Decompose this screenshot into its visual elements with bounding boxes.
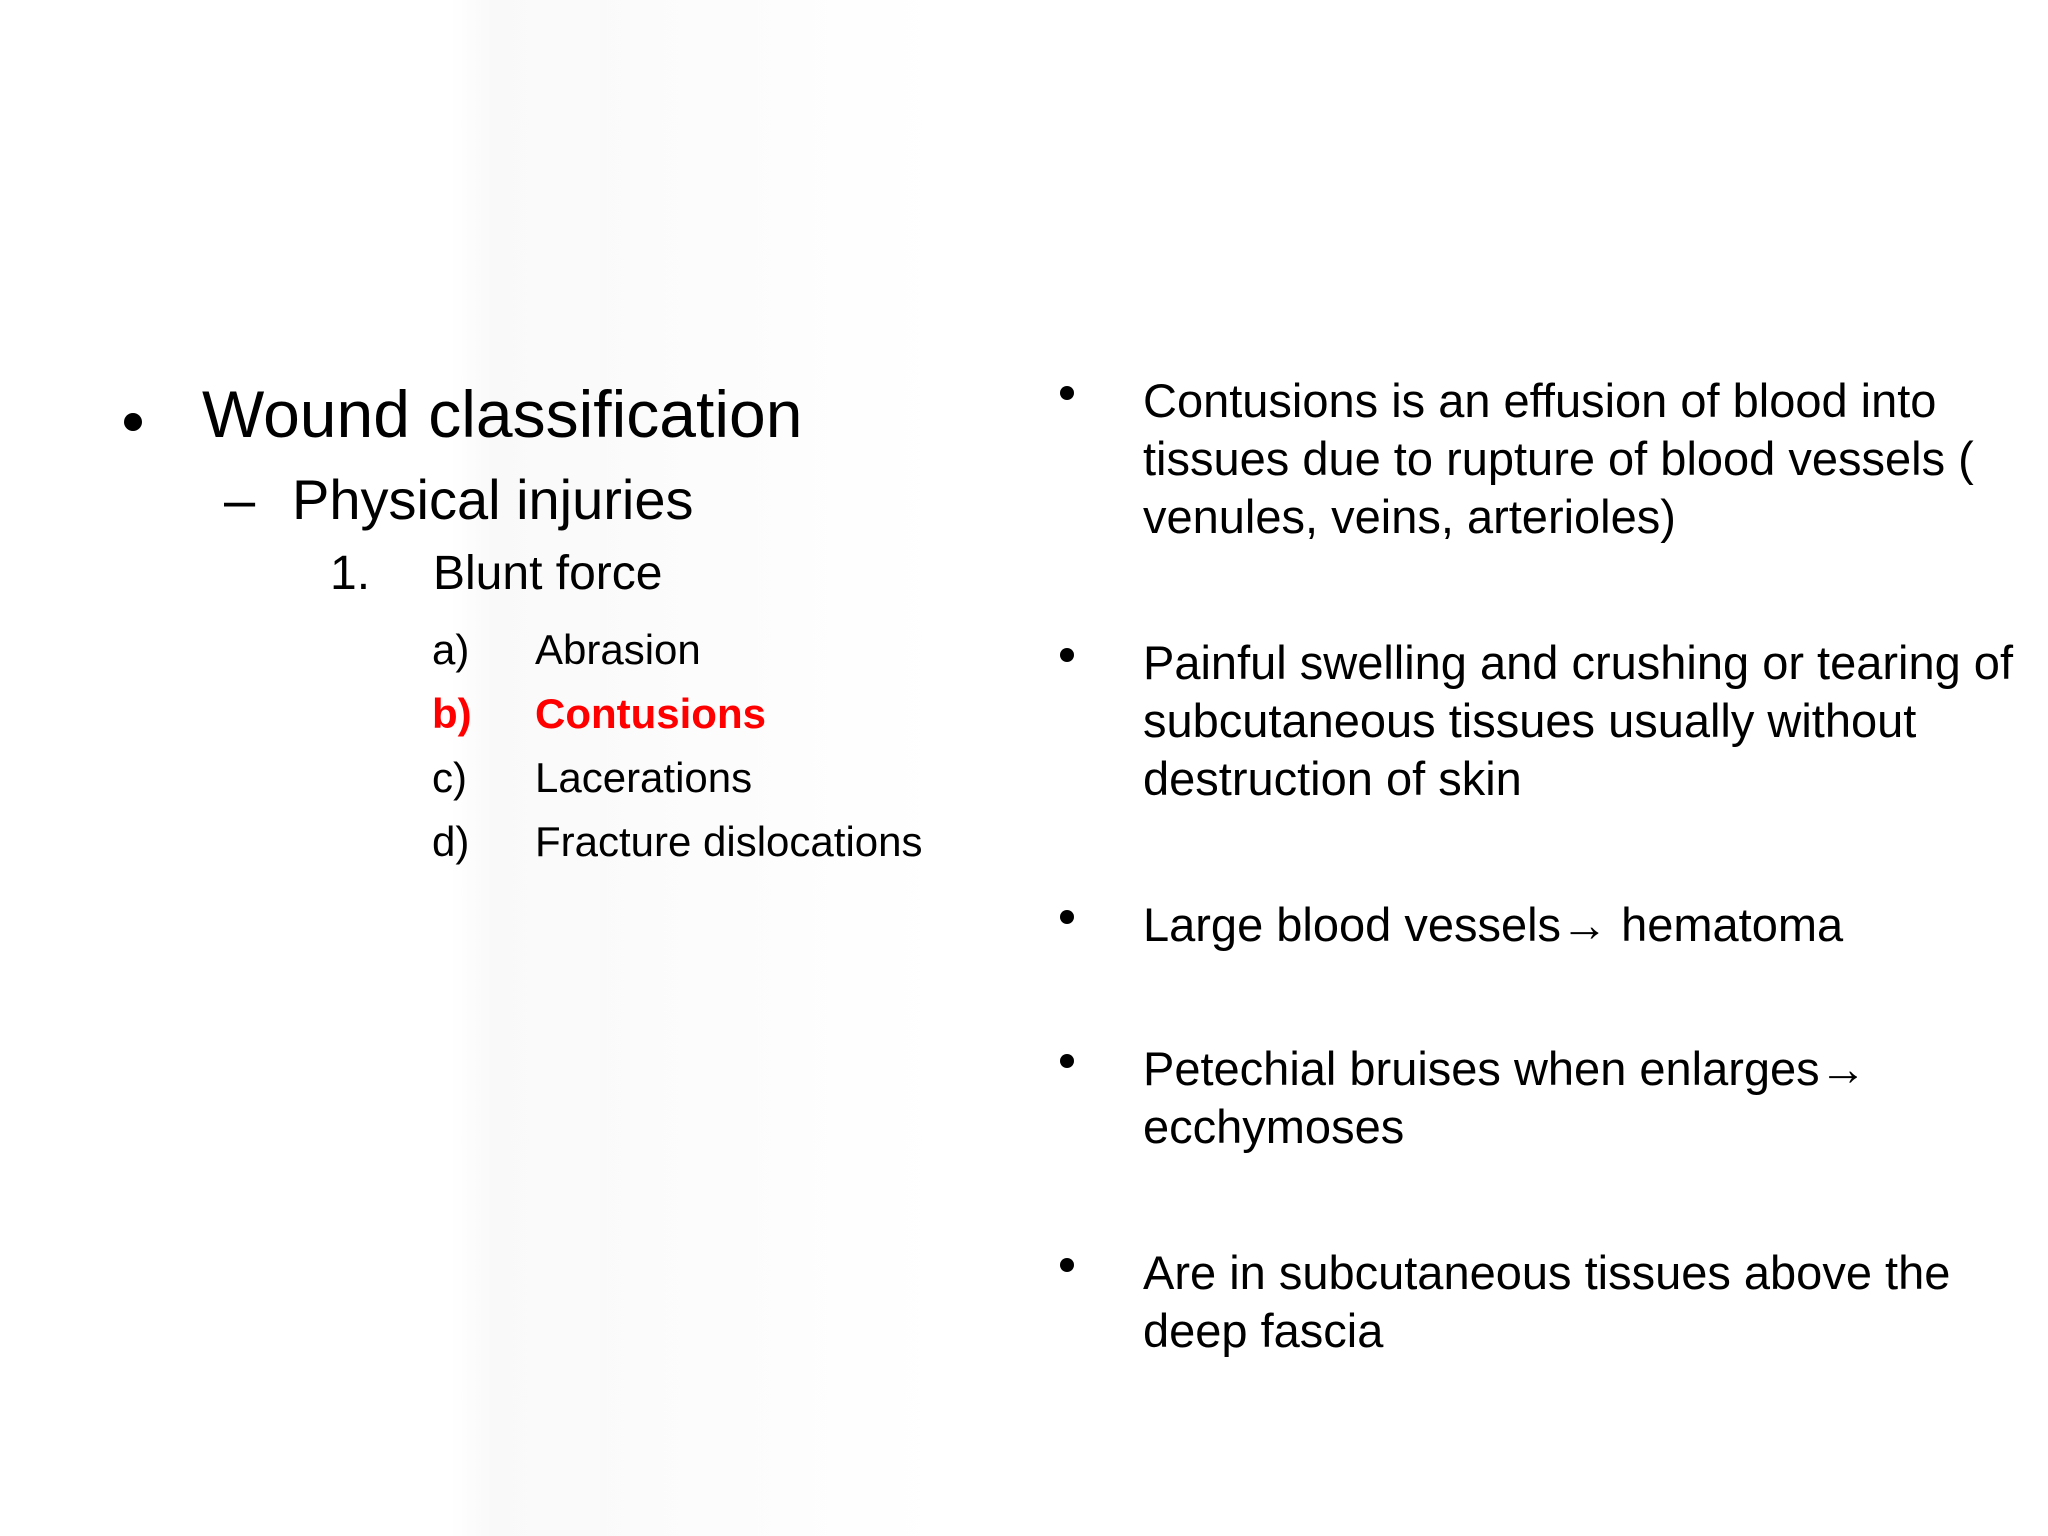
subheading: Physical injuries — [292, 468, 694, 531]
list-item-marker: b) — [432, 690, 472, 737]
list-item-marker: d) — [432, 818, 470, 865]
list-item-marker: c) — [432, 754, 467, 801]
right-column — [1040, 0, 2048, 1536]
list-item-label: Abrasion — [535, 626, 701, 673]
heading: Wound classification — [202, 377, 803, 451]
list-item-marker: a) — [432, 626, 470, 673]
subheading-dash: – — [224, 468, 256, 531]
bullet-icon — [1060, 1054, 1074, 1068]
level3-label: Blunt force — [433, 547, 663, 600]
list-item-label: Lacerations — [535, 754, 753, 801]
point-text: Painful swelling and crushing or tearing of subcutaneous tissues usually without destruction of skin — [1143, 636, 2014, 805]
level3-number: 1. — [330, 547, 371, 600]
list-item-label: Contusions — [535, 690, 766, 737]
point-text: Petechial bruises when enlarges→ ecchymoses — [1143, 1042, 1867, 1153]
bullet-icon — [1060, 648, 1074, 662]
bullet-icon — [1060, 1258, 1074, 1272]
point-text: Are in subcutaneous tissues above the deep fascia — [1143, 1246, 1951, 1357]
bullet-icon — [124, 413, 142, 431]
list-item-label: Fracture dislocations — [535, 818, 923, 865]
point-text: Large blood vessels→ hematoma — [1143, 898, 1844, 951]
heading-bullet — [124, 384, 142, 440]
point-text: Contusions is an effusion of blood into tissues due to rupture of blood vessels ( venules, veins, arterioles) — [1143, 374, 1974, 543]
bullet-icon — [1060, 386, 1074, 400]
bullet-icon — [1060, 910, 1074, 924]
